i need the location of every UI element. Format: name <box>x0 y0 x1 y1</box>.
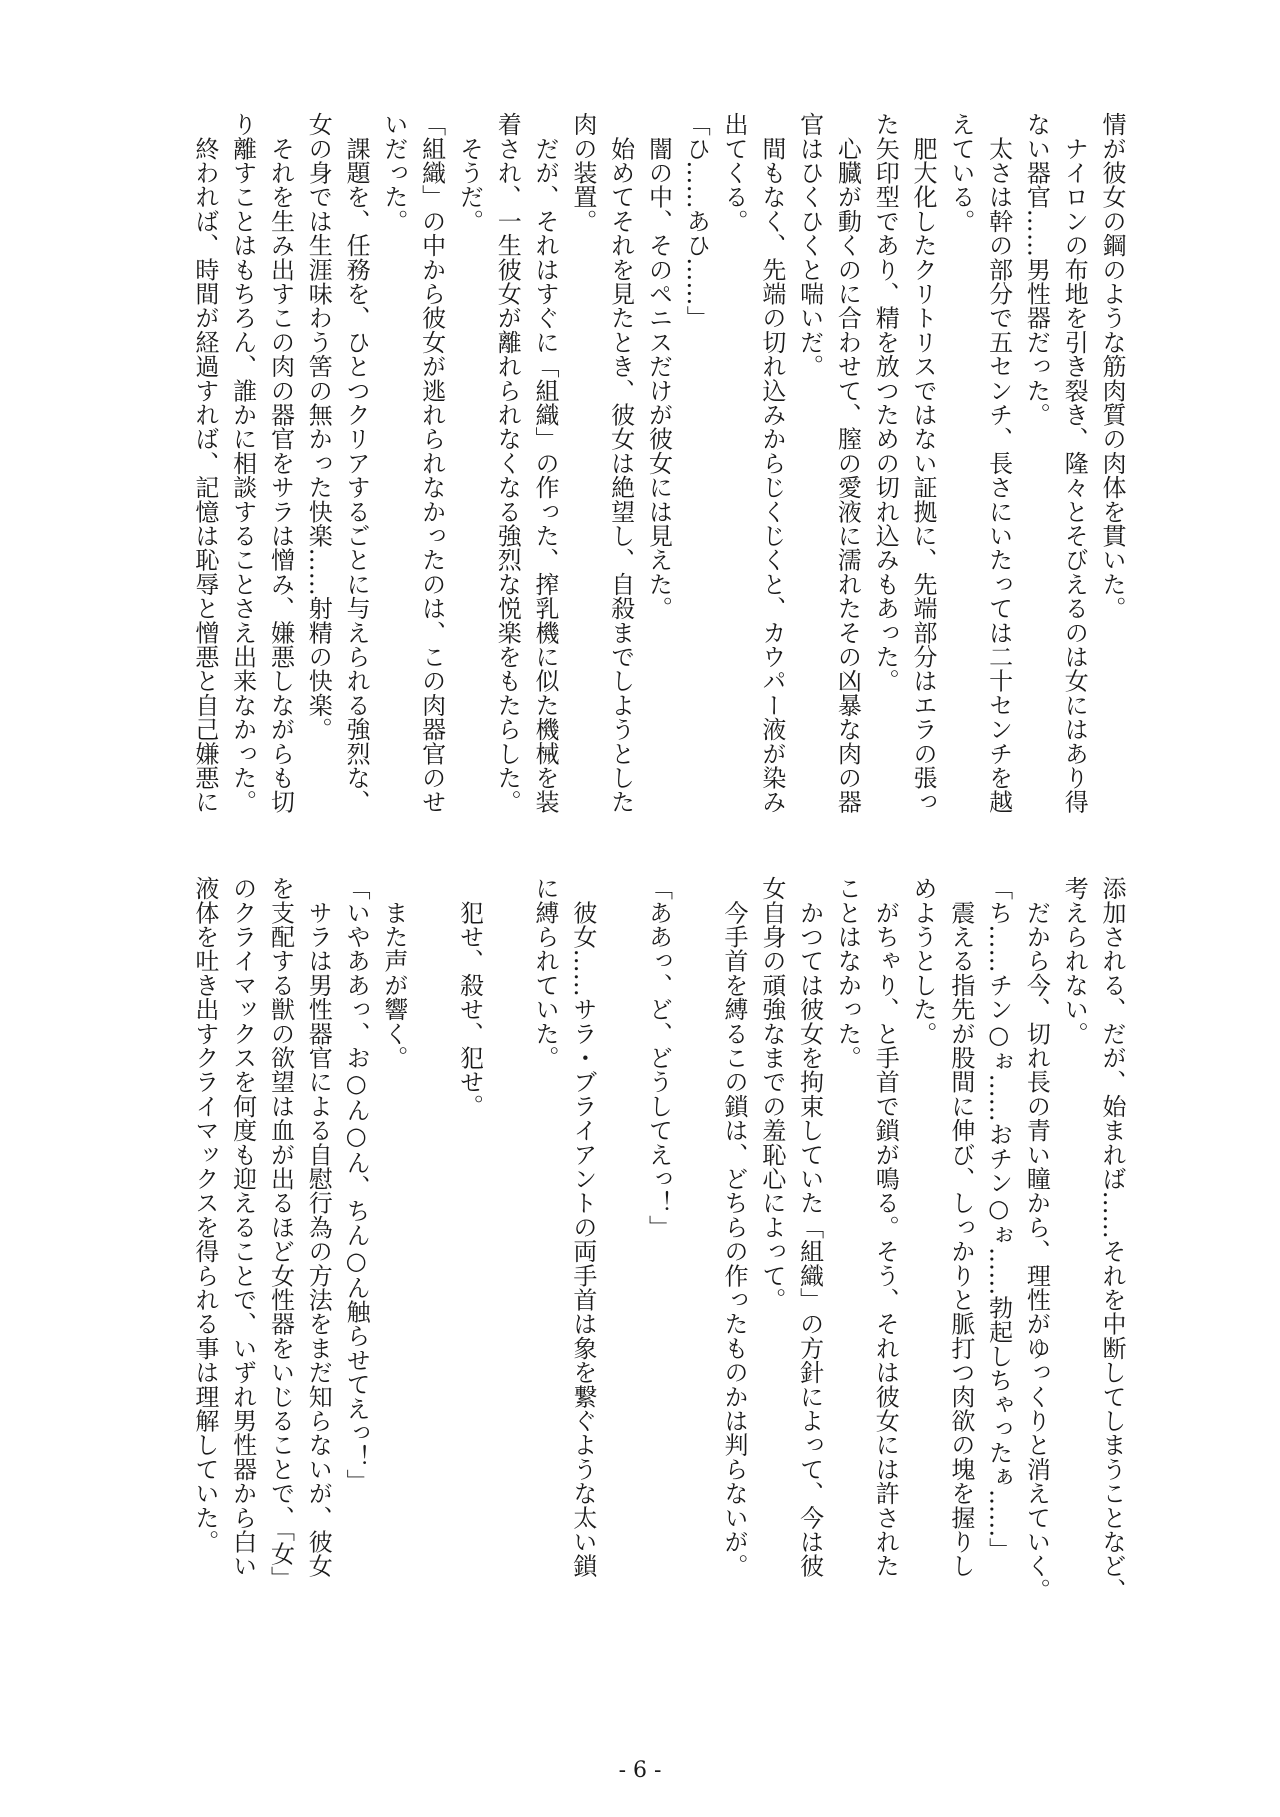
text-line: それを生み出すこの肉の器官をサラは憎み、嫌悪しながらも切 <box>266 112 295 814</box>
text-line: 心臓が動くのに合わせて、膣の愛液に濡れたその凶暴な肉の器 <box>833 112 862 814</box>
text-line: 彼女……サラ・ブライアントの両手首は象を繋ぐような太い鎖 <box>568 876 597 1578</box>
page-number: - 6 - <box>618 1758 662 1783</box>
text-line: 肥大化したクリトリスではない証拠に、先端部分はエラの張っ <box>909 112 938 814</box>
text-line: 液体を吐き出すクライマックスを得られる事は理解していた。 <box>190 876 219 1554</box>
text-line: 女の身では生涯味わう筈の無かった快楽……射精の快楽。 <box>304 112 333 742</box>
text-line: がちゃり、と手首で鎖が鳴る。そう、それは彼女には許された <box>871 876 900 1578</box>
text-line: 「ひ……あひ……」 <box>682 112 711 330</box>
text-line: り離すことはもちろん、誰かに相談することさえ出来なかった。 <box>228 112 257 814</box>
text-line: 課題を、任務を、ひとつクリアするごとに与えられる強烈な、 <box>342 112 371 814</box>
text-line: だから今、切れ長の青い瞳から、理性がゆっくりと消えていく。 <box>1022 876 1051 1602</box>
text-line: だが、それはすぐに「組織」の作った、搾乳機に似た機械を装 <box>531 112 560 814</box>
text-line: 着され、一生彼女が離れられなくなる強烈な悦楽をもたらした。 <box>493 112 522 814</box>
text-line: ことはなかった。 <box>833 876 862 1070</box>
text-line: 「組織」の中から彼女が逃れられなかったのは、この肉器官のせ <box>417 112 446 814</box>
text-line: えている。 <box>946 112 975 233</box>
text-line: 肉の装置。 <box>568 112 597 233</box>
text-line: 始めてそれを見たとき、彼女は絶望し、自殺までしようとした <box>606 112 635 814</box>
text-line: 震える指先が股間に伸び、しっかりと脈打つ肉欲の塊を握りし <box>946 876 975 1578</box>
text-block-bottom <box>170 876 1130 1602</box>
text-line: いだった。 <box>379 112 408 233</box>
text-line: 添加される、だが、始まれば……それを中断してしまうことなど、 <box>1098 876 1126 1602</box>
text-line: 太さは幹の部分で五センチ、長さにいたっては二十センチを越 <box>984 112 1013 814</box>
text-line: ない器官……男性器だった。 <box>1022 112 1051 427</box>
text-line: 「ち……チン○ぉ……おチン○ぉ……勃起しちゃったぁ……」 <box>984 876 1013 1562</box>
text-line <box>487 876 525 1576</box>
text-block-top <box>170 112 1130 812</box>
text-line: 間もなく、先端の切れ込みからじくじくと、カウパー液が染み <box>757 112 786 814</box>
text-line: を支配する獣の欲望は血が出るほど女性器をいじることで、「女」 <box>266 876 295 1590</box>
text-line: 官はひくひくと喘いだ。 <box>795 112 824 379</box>
text-line: ナイロンの布地を引き裂き、隆々とそびえるのは女にはあり得 <box>1060 112 1089 814</box>
text-line: た矢印型であり、精を放つための切れ込みもあった。 <box>871 112 900 693</box>
text-line <box>601 876 639 1576</box>
text-line: かつては彼女を拘束していた「組織」の方針によって、今は彼 <box>795 876 824 1578</box>
text-line: 考えられない。 <box>1060 876 1089 1046</box>
text-line: めようとした。 <box>909 876 938 1046</box>
text-line: 今手首を縛るこの鎖は、どちらの作ったものかは判らないが。 <box>720 876 749 1578</box>
text-line: 犯せ、殺せ、犯せ。 <box>455 876 484 1118</box>
text-line: そうだ。 <box>455 112 484 233</box>
text-line: サラは男性器官による自慰行為の方法をまだ知らないが、彼女 <box>304 876 333 1578</box>
text-line: のクライマックスを何度も迎えることで、いずれ男性器から白い <box>228 876 257 1578</box>
text-line: 女自身の頑強なまでの羞恥心によって。 <box>757 876 786 1312</box>
text-line: 「ああっ、ど、どうしてえっ！」 <box>644 876 673 1239</box>
text-line: また声が響く。 <box>379 876 408 1070</box>
text-line <box>412 876 450 1576</box>
text-line: 闇の中、そのペニスだけが彼女には見えた。 <box>644 112 673 621</box>
text-line: 情が彼女の鋼のような筋肉質の肉体を貫いた。 <box>1098 112 1126 621</box>
text-line <box>676 876 714 1576</box>
text-line: 出てくる。 <box>720 112 749 233</box>
text-line: 終われば、時間が経過すれば、記憶は恥辱と憎悪と自己嫌悪に <box>190 112 219 814</box>
text-line: に縛られていた。 <box>531 876 560 1070</box>
text-line: 「いやああっ、お○ん○ん、ちん○ん触らせてえっ！」 <box>342 876 371 1493</box>
